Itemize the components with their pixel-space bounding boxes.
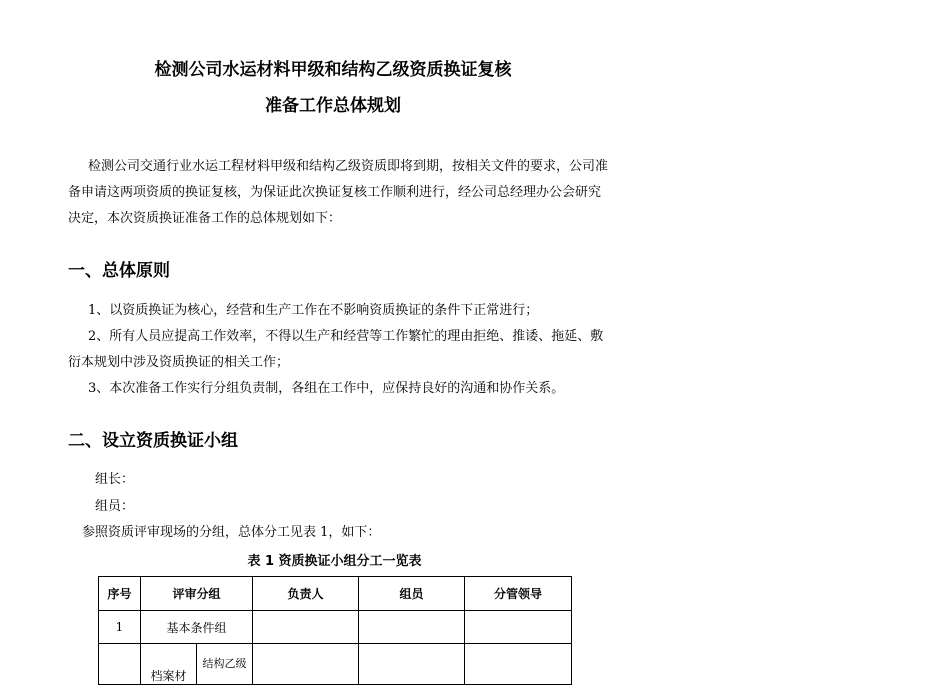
row-no xyxy=(99,644,141,685)
team-assignment-table xyxy=(98,576,572,685)
header-owner: 负责人 xyxy=(253,577,359,611)
header-supervisor: 分管领导 xyxy=(465,577,572,611)
table-row xyxy=(99,644,572,685)
header-no: 序号 xyxy=(99,577,141,611)
document-title-line-2: 准备工作总体规划 xyxy=(265,96,401,116)
table-caption: 表 1 资质换证小组分工一览表 xyxy=(247,554,422,569)
row-supervisor xyxy=(465,611,572,644)
document-title-line-1: 检测公司水运材料甲级和结构乙级资质换证复核 xyxy=(154,60,512,80)
intro-paragraph: 检测公司交通行业水运工程材料甲级和结构乙级资质即将到期，按相关文件的要求，公司准备申请这两项资质的换证复核，为保证此次换证复核工作顺利进行，经公司总经理办公会研究决定，本次资质换证准备工作的总体规划如下： xyxy=(68,159,609,226)
section-1-heading: 一、总体原则 xyxy=(68,261,170,281)
row-group-main: 档案材 xyxy=(141,644,197,685)
table-reference-text: 参照资质评审现场的分组，总体分工见表 1，如下： xyxy=(82,525,381,540)
section-2-heading: 二、设立资质换证小组 xyxy=(68,431,238,451)
row-members xyxy=(359,611,465,644)
principle-item-3: 3、本次准备工作实行分组负责制，各组在工作中，应保持良好的沟通和协作关系。 xyxy=(88,381,565,396)
team-members-label: 组员： xyxy=(95,499,135,514)
team-leader-label: 组长： xyxy=(95,472,135,487)
table-row xyxy=(99,611,572,644)
header-members: 组员 xyxy=(359,577,465,611)
row-owner xyxy=(253,644,359,685)
row-no: 1 xyxy=(99,611,141,644)
table-header-row xyxy=(99,577,572,611)
row-group-sub: 结构乙级 xyxy=(197,644,253,685)
row-supervisor xyxy=(465,644,572,685)
header-review-group: 评审分组 xyxy=(141,577,253,611)
principle-item-1: 1、以资质换证为核心，经营和生产工作在不影响资质换证的条件下正常进行； xyxy=(88,303,539,318)
row-owner xyxy=(253,611,359,644)
row-members xyxy=(359,644,465,685)
row-group: 基本条件组 xyxy=(141,611,253,644)
principle-item-2: 2、所有人员应提高工作效率，不得以生产和经营等工作繁忙的理由拒绝、推诿、拖延、敷衍本规划中涉及资质换证的相关工作； xyxy=(68,329,604,370)
